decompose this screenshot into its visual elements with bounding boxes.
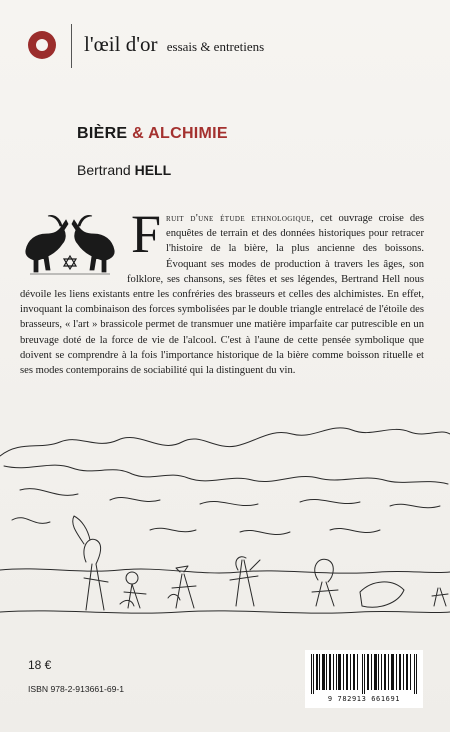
barcode xyxy=(305,650,423,708)
collection-name: essais & entretiens xyxy=(166,39,265,54)
publisher-header xyxy=(84,32,264,59)
author-name xyxy=(77,162,171,178)
procession-landscape-illustration xyxy=(0,420,450,650)
summary-body: cet ouvrage croise des enquêtes de terrain et des données historiques pour retracer l'histoire de la bière, la plus ancienne des boissons. Évoquant ses modes de production à travers les âges, son folklore, ses chansons, ses fêtes et ses légendes, Bertrand Hell nous dévoile les liens existants entre les confréries des brasseurs et celles des alchimistes. En effet, invoquant la combinaison des forces symbolisées par le double triangle entrelacé de l'étoile des brasseurs, « l'art » brassicole permet de transmuer une matière imparfaite car putrescible en un breuvage doté de la force de vie de l'alcool. C'est à l'aune de cette pensée symbolique que doivent se comprendre à la fois l'importance historique de la bière comme boisson rituelle et ses modes contemporains de sociabilité qui la distinguent du vin. xyxy=(20,213,424,377)
publisher-name: l'œil d'or xyxy=(84,32,158,56)
barcode-bars xyxy=(311,654,417,694)
summary-lead: ruit d'une étude ethnologique, xyxy=(166,213,315,224)
header-divider xyxy=(71,24,72,68)
barcode-digits: 9 782913 661691 xyxy=(327,695,401,703)
isbn: ISBN 978-2-913661-69-1 xyxy=(28,684,125,694)
publisher-logo-icon xyxy=(28,31,56,59)
title-part-2: & ALCHIMIE xyxy=(132,125,228,142)
author-last-name: HELL xyxy=(134,162,172,178)
book-title xyxy=(77,125,228,143)
author-first-name: Bertrand xyxy=(77,162,131,178)
title-part-1: BIÈRE xyxy=(77,125,128,142)
price: 18 € xyxy=(28,658,52,672)
goats-hexagram-illustration xyxy=(20,210,120,282)
drop-cap: F xyxy=(131,204,162,264)
